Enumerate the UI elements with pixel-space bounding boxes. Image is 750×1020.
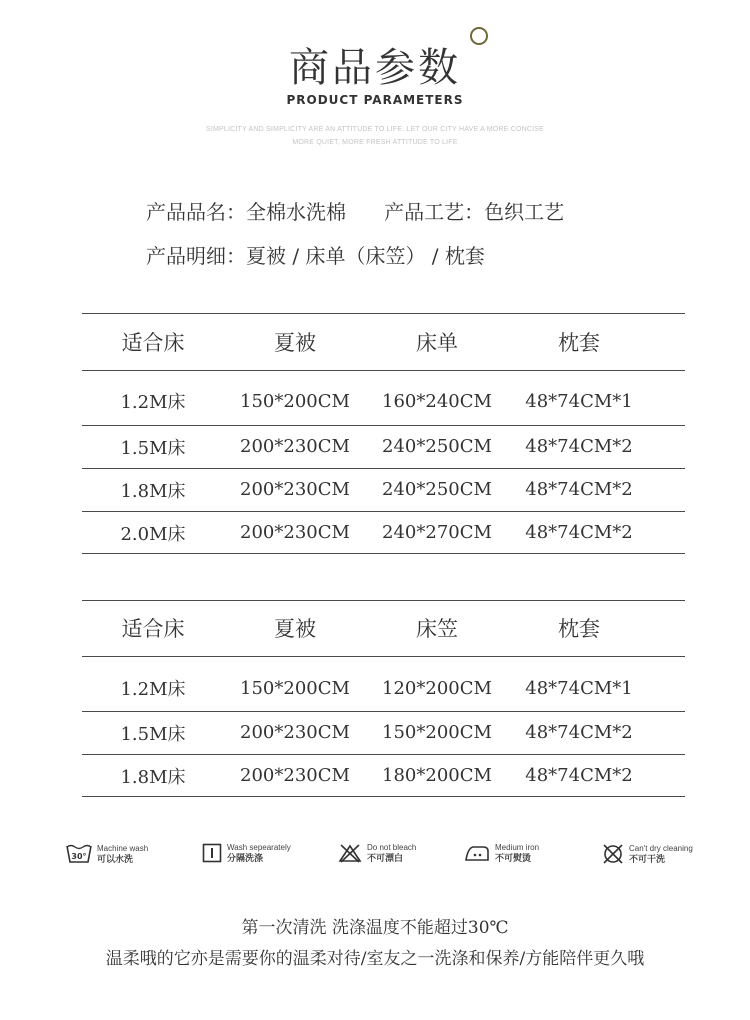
- table-cell: 150*200CM: [240, 390, 350, 412]
- table-cell: 200*230CM: [240, 479, 350, 500]
- care-machine-wash: [66, 843, 148, 865]
- care-no-dry-cleaning: [602, 843, 693, 865]
- header-cell: 夏被: [274, 617, 316, 641]
- footer-line-2: 温柔哦的它亦是需要你的温柔对待/室友之一洗涤和保养/方能陪伴更久哦: [105, 949, 645, 969]
- care-no-bleach: [338, 843, 416, 863]
- table-cell: 240*250CM: [382, 436, 492, 457]
- table-row: [82, 468, 685, 511]
- table-cell: 150*200CM: [382, 722, 492, 743]
- table-cell: 180*200CM: [382, 765, 492, 786]
- header-cell: 夏被: [274, 330, 316, 355]
- table-cell: 1.5M床: [120, 437, 186, 459]
- care-label-en: Do not bleach: [367, 843, 417, 852]
- table-cell: 200*230CM: [240, 722, 350, 743]
- page-title: 商品参数: [289, 45, 461, 91]
- table-cell: 48*74CM*2: [525, 522, 633, 543]
- wash-separately-icon: [202, 843, 222, 863]
- table-rule: [82, 553, 685, 554]
- table-rule: [82, 796, 685, 797]
- circle-decoration: [470, 27, 488, 45]
- table-cell: 48*74CM*2: [525, 436, 633, 457]
- table-cell: 48*74CM*2: [525, 765, 633, 786]
- care-label-en: Wash sepearately: [227, 843, 291, 852]
- table-row: [82, 711, 685, 754]
- iron-icon: [464, 843, 490, 863]
- care-label-cn: 可以水洗: [97, 854, 134, 864]
- machine-wash-30-icon: [66, 843, 92, 865]
- table-cell: 1.8M床: [120, 766, 186, 788]
- care-label-cn: 不可干洗: [629, 854, 666, 864]
- care-label-cn: 不可漂白: [367, 853, 404, 863]
- product-name-line: 产品品名：全棉水洗棉 产品工艺：色织工艺: [146, 200, 565, 224]
- care-label-cn: 不可熨烫: [495, 853, 532, 863]
- no-dry-cleaning-icon: [602, 843, 624, 865]
- table-row: [82, 425, 685, 468]
- product-detail-line: 产品明细：夏被 / 床单（床笠） / 枕套: [146, 244, 485, 268]
- table-cell: 240*250CM: [382, 479, 492, 500]
- footer-line-1: 第一次清洗 洗涤温度不能超过30℃: [241, 918, 509, 938]
- care-label-en: Medium iron: [495, 843, 540, 852]
- table-cell: 1.8M床: [120, 480, 186, 502]
- page-subtitle: PRODUCT PARAMETERS: [286, 93, 464, 107]
- table-cell: 1.2M床: [120, 392, 186, 413]
- header-cell: 适合床: [121, 617, 185, 641]
- table-row: [82, 511, 685, 554]
- table-rule: [82, 656, 685, 657]
- header-cell: 适合床: [121, 330, 185, 355]
- care-medium-iron: [464, 843, 539, 863]
- table-header-row: [82, 313, 685, 370]
- table-rule: [82, 370, 685, 371]
- table-cell: 48*74CM*2: [525, 722, 633, 743]
- table-cell: 2.0M床: [120, 523, 186, 545]
- tagline-line-2: MORE QUIET, MORE FRESH ATTITUDE TO LIFE: [292, 139, 458, 146]
- care-label-en: Machine wash: [97, 844, 149, 853]
- table-header-row: [82, 600, 685, 656]
- table-cell: 200*230CM: [240, 765, 350, 786]
- table-cell: 200*230CM: [240, 436, 350, 457]
- table-cell: 150*200CM: [240, 677, 350, 699]
- care-label-cn: 分隔洗涤: [227, 853, 264, 863]
- table-cell: 48*74CM*1: [525, 390, 633, 412]
- table-cell: 1.5M床: [120, 723, 186, 745]
- table-row: [82, 379, 685, 423]
- table-cell: 160*240CM: [382, 390, 492, 412]
- tagline-line-1: SIMPLICITY AND SIMPLICITY ARE AN ATTITUDE TO LIFE. LET OUR CITY HAVE A MORE CONCISE: [205, 126, 545, 133]
- table-cell: 1.2M床: [120, 679, 186, 700]
- header-cell: 枕套: [558, 617, 600, 641]
- no-bleach-icon: [338, 843, 362, 863]
- wash-temp-label: 30°: [71, 852, 87, 861]
- header-cell: 床笠: [416, 617, 458, 641]
- table-cell: 200*230CM: [240, 522, 350, 543]
- care-wash-separately: [202, 843, 291, 863]
- table-cell: 48*74CM*2: [525, 479, 633, 500]
- table-cell: 240*270CM: [382, 522, 492, 543]
- table-cell: 48*74CM*1: [525, 677, 633, 699]
- table-row: [82, 666, 685, 710]
- table-row: [82, 754, 685, 797]
- care-label-en: Can't dry cleaning: [629, 844, 693, 853]
- table-cell: 120*200CM: [382, 677, 492, 699]
- header-cell: 枕套: [558, 330, 600, 355]
- header-cell: 床单: [416, 330, 458, 355]
